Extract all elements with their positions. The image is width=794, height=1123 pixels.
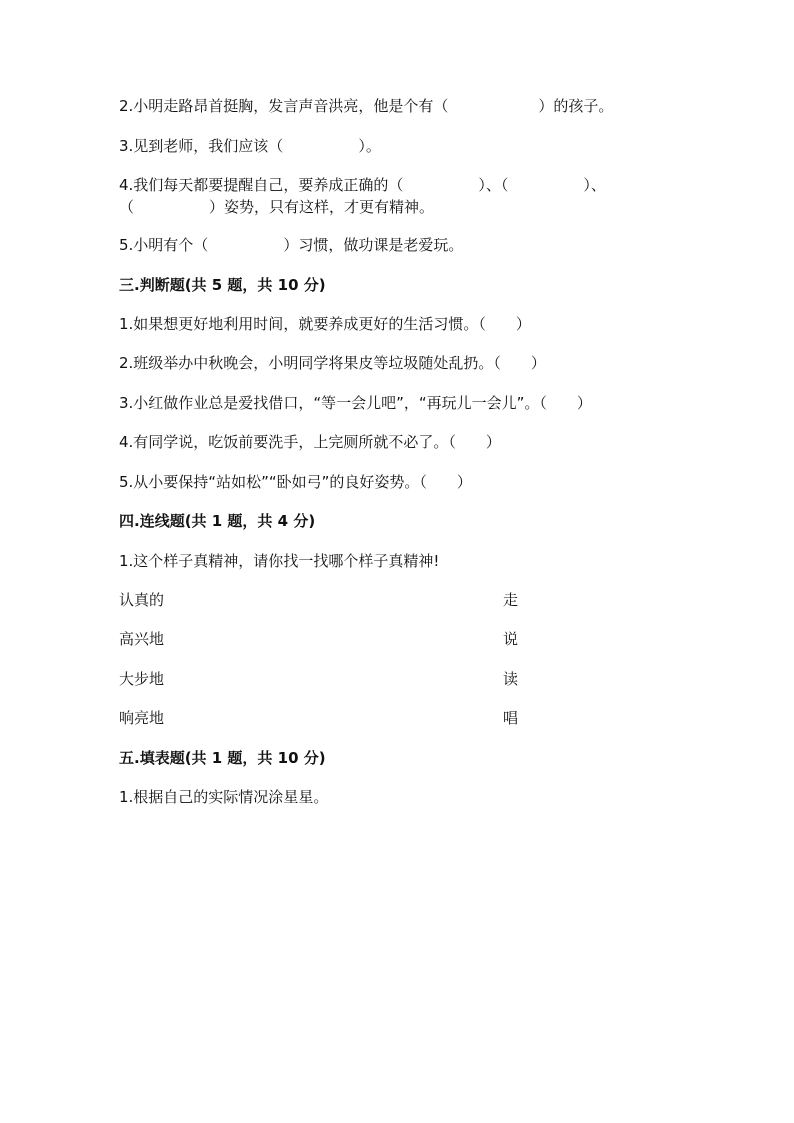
matching-right-item: 唱 <box>503 709 519 727</box>
matching-right-item: 说 <box>503 630 519 648</box>
matching-left-item: 响亮地 <box>119 709 165 727</box>
fill-blank-question-5: 5.小明有个（ ）习惯，做功课是老爱玩。 <box>119 236 464 254</box>
fill-blank-question-4: 4.我们每天都要提醒自己，要养成正确的（ ）、（ ）、 <box>119 176 606 194</box>
true-false-question-2: 2.班级举办中秋晚会，小明同学将果皮等垃圾随处乱扔。（ ） <box>119 354 546 372</box>
true-false-question-3: 3.小红做作业总是爱找借口，“等一会儿吧”，“再玩儿一会儿”。（ ） <box>119 394 592 412</box>
matching-question-1: 1.这个样子真精神，请你找一找哪个样子真精神! <box>119 552 440 570</box>
section-5-heading: 五.填表题(共 1 题，共 10 分) <box>119 749 326 767</box>
matching-left-item: 认真的 <box>119 591 165 609</box>
table-question-1: 1.根据自己的实际情况涂星星。 <box>119 788 329 806</box>
matching-right-item: 走 <box>503 591 519 609</box>
fill-blank-question-3: 3.见到老师，我们应该（ ）。 <box>119 137 381 155</box>
fill-blank-question-2: 2.小明走路昂首挺胸，发言声音洪亮，他是个有（ ）的孩子。 <box>119 97 614 115</box>
section-3-heading: 三.判断题(共 5 题，共 10 分) <box>119 276 326 294</box>
matching-left-item: 大步地 <box>119 670 165 688</box>
matching-left-item: 高兴地 <box>119 630 165 648</box>
fill-blank-question-4-continued: （ ）姿势，只有这样，才更有精神。 <box>119 198 435 216</box>
matching-right-item: 读 <box>503 670 519 688</box>
section-4-heading: 四.连线题(共 1 题，共 4 分) <box>119 512 316 530</box>
true-false-question-1: 1.如果想更好地利用时间，就要养成更好的生活习惯。（ ） <box>119 315 531 333</box>
true-false-question-5: 5.从小要保持“站如松”“卧如弓”的良好姿势。（ ） <box>119 473 472 491</box>
true-false-question-4: 4.有同学说，吃饭前要洗手，上完厕所就不必了。（ ） <box>119 433 501 451</box>
